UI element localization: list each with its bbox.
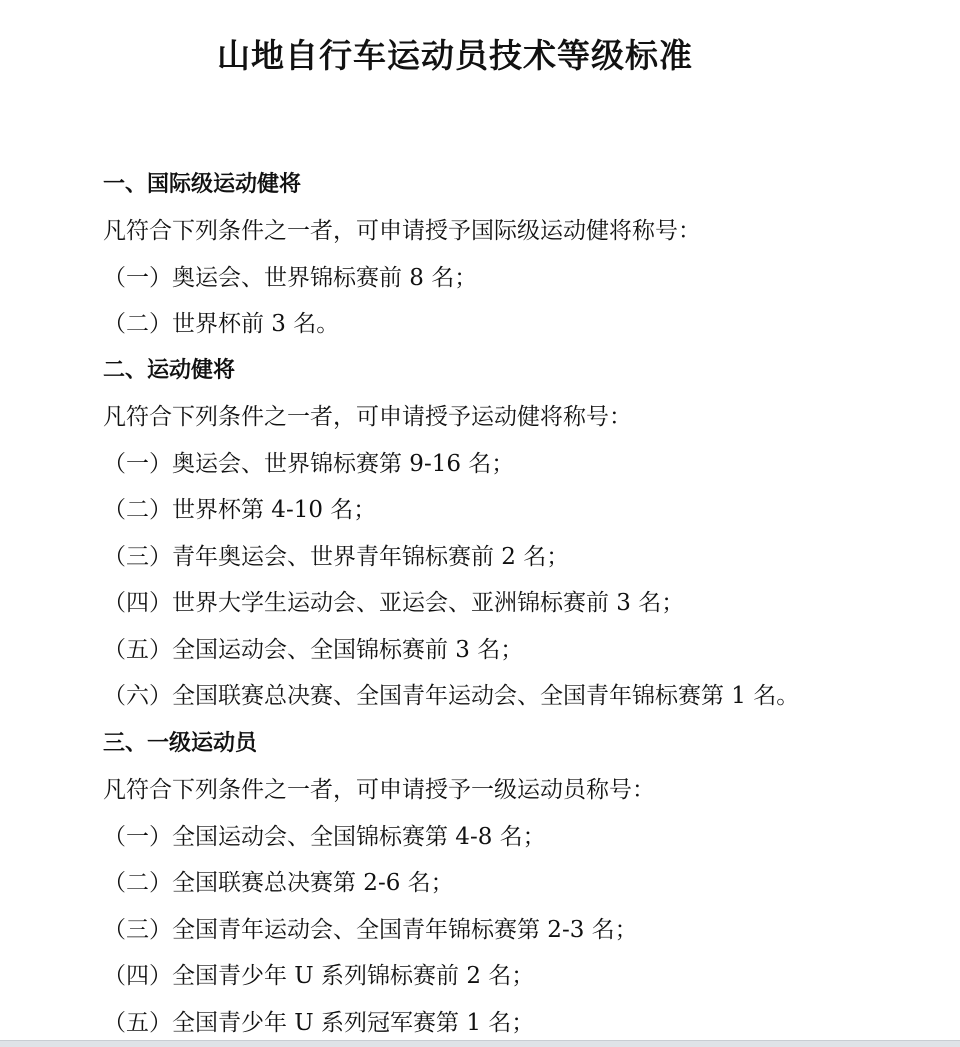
list-item: （五）全国运动会、全国锦标赛前 3 名； [103,637,524,663]
list-item: （三）全国青年运动会、全国青年锦标赛第 2-3 名； [103,917,638,943]
section-intro-1: 凡符合下列条件之一者，可申请授予国际级运动健将称号： [103,218,701,244]
list-item: （五）全国青少年 U 系列冠军赛第 1 名； [103,1010,535,1036]
list-item: （二）世界杯前 3 名。 [103,311,340,337]
section-heading-1: 一、国际级运动健将 [103,172,302,197]
list-item: （三）青年奥运会、世界青年锦标赛前 2 名； [103,544,570,570]
list-item: （四）世界大学生运动会、亚运会、亚洲锦标赛前 3 名； [103,590,685,616]
list-item: （一）奥运会、世界锦标赛前 8 名； [103,265,478,291]
list-item: （二）世界杯第 4-10 名； [103,497,377,523]
list-item: （四）全国青少年 U 系列锦标赛前 2 名； [103,963,535,989]
list-item: （一）奥运会、世界锦标赛第 9-16 名； [103,451,515,477]
section-intro-2: 凡符合下列条件之一者，可申请授予运动健将称号： [103,404,632,430]
section-heading-2: 二、运动健将 [103,358,236,383]
document-title: 山地自行车运动员技术等级标准 [217,36,693,75]
list-item: （一）全国运动会、全国锦标赛第 4-8 名； [103,824,546,850]
list-item: （二）全国联赛总决赛第 2-6 名； [103,870,454,896]
section-intro-3: 凡符合下列条件之一者，可申请授予一级运动员称号： [103,777,655,803]
section-heading-3: 三、一级运动员 [103,731,258,756]
list-item: （六）全国联赛总决赛、全国青年运动会、全国青年锦标赛第 1 名。 [103,683,800,709]
